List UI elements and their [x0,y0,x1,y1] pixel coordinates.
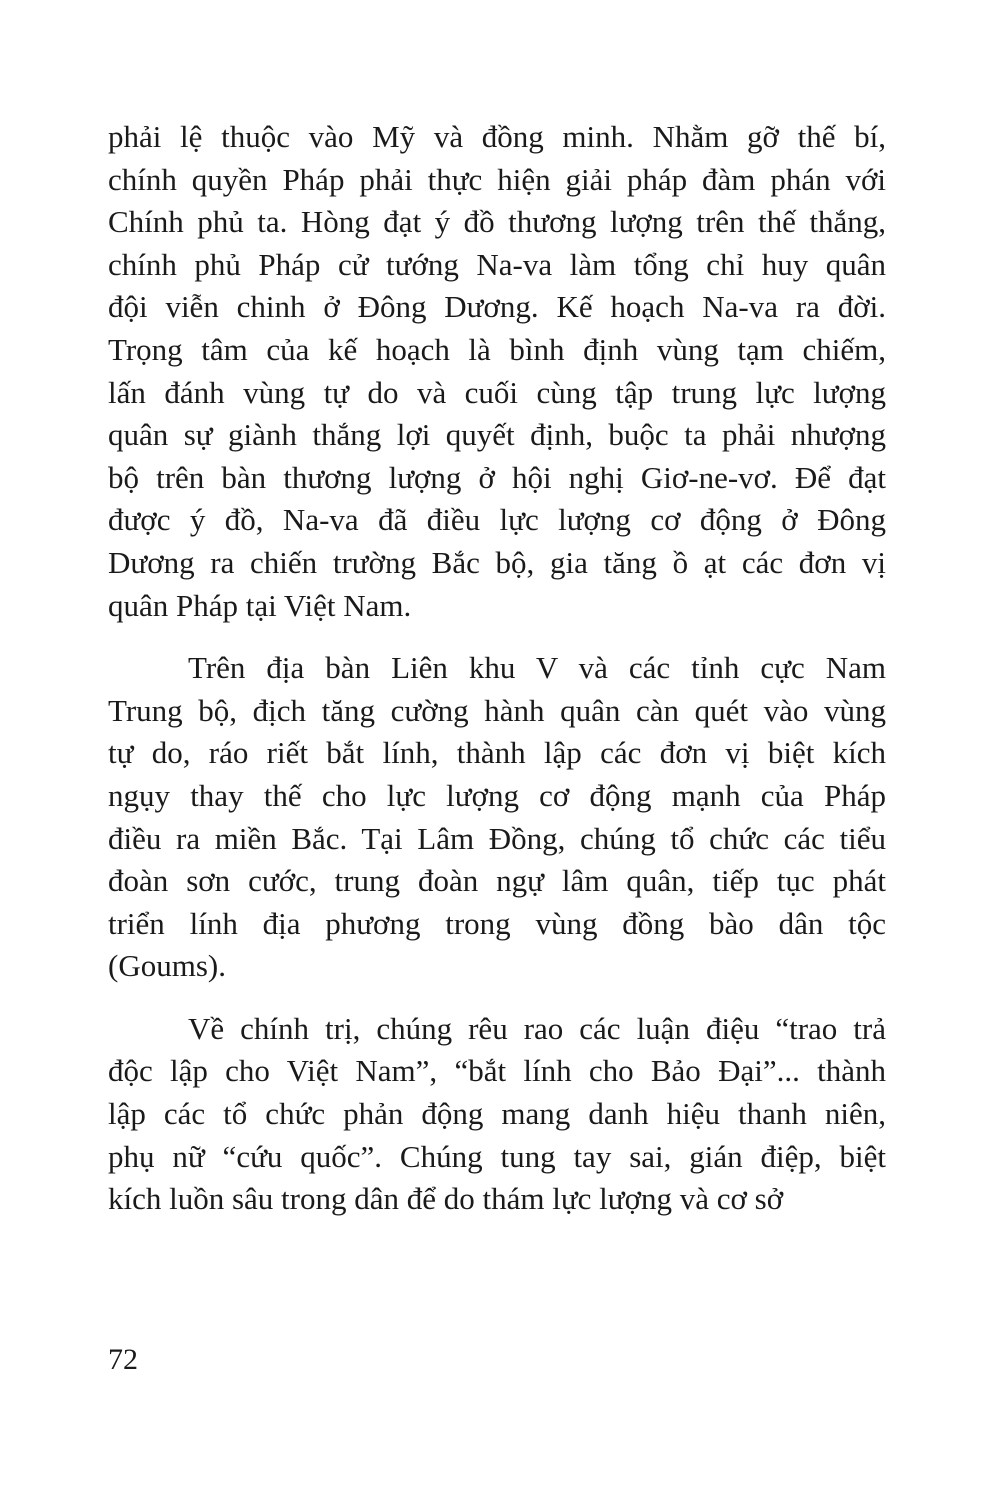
text-line: Dương ra chiến trường Bắc bộ, gia tăng ồ ạt các đơn vị [108,544,886,580]
text-line: Về chính trị, chúng rêu rao các luận điệu “trao trả [188,1010,886,1046]
text-line: Trên địa bàn Liên khu V và các tỉnh cực Nam [188,650,886,686]
text-line: chính phủ Pháp cử tướng Na-va làm tổng chỉ huy quân [108,246,886,282]
text-line: lập các tổ chức phản động mang danh hiệu thanh niên, [108,1096,886,1132]
text-line: quân sự giành thắng lợi quyết định, buộc ta phải nhượng [108,417,886,453]
text-column [108,116,886,1221]
paragraph [108,1008,886,1221]
text-line: lấn đánh vùng tự do và cuối cùng tập trung lực lượng [108,374,886,410]
text-line: độc lập cho Việt Nam”, “bắt lính cho Bảo Đại”... thành [108,1053,886,1089]
text-line: bộ trên bàn thương lượng ở hội nghị Giơ-ne-vơ. Để đạt [108,459,886,495]
text-line: phải lệ thuộc vào Mỹ và đồng minh. Nhằm gỡ thế bí, [108,119,886,154]
text-line: tự do, ráo riết bắt lính, thành lập các đơn vị biệt kích [108,735,886,771]
text-line: triển lính địa phương trong vùng đồng bào dân tộc [108,905,886,941]
text-line: ngụy thay thế cho lực lượng cơ động mạnh của Pháp [108,777,886,813]
text-line: điều ra miền Bắc. Tại Lâm Đồng, chúng tổ chức các tiểu [108,820,886,856]
text-line: phụ nữ “cứu quốc”. Chúng tung tay sai, gián điệp, biệt [108,1138,886,1174]
text-line: kích luồn sâu trong dân để do thám lực lượng và cơ sở [108,1181,784,1217]
paragraph [108,116,886,627]
page-number: 72 [108,1343,138,1376]
text-line: (Goums). [108,948,226,984]
text-line: đoàn sơn cước, trung đoàn ngự lâm quân, tiếp tục phát [108,863,886,899]
text-line: Chính phủ ta. Hòng đạt ý đồ thương lượng trên thế thắng, [108,204,886,240]
text-line: chính quyền Pháp phải thực hiện giải pháp đàm phán với [108,161,886,197]
text-line: được ý đồ, Na-va đã điều lực lượng cơ động ở Đông [108,502,886,538]
text-line: quân Pháp tại Việt Nam. [108,587,412,623]
text-line: Trọng tâm của kế hoạch là bình định vùng tạm chiếm, [108,331,886,367]
text-line: Trung bộ, địch tăng cường hành quân càn quét vào vùng [108,692,886,728]
text-line: đội viễn chinh ở Đông Dương. Kế hoạch Na-va ra đời. [108,289,886,325]
paragraph [108,647,886,988]
